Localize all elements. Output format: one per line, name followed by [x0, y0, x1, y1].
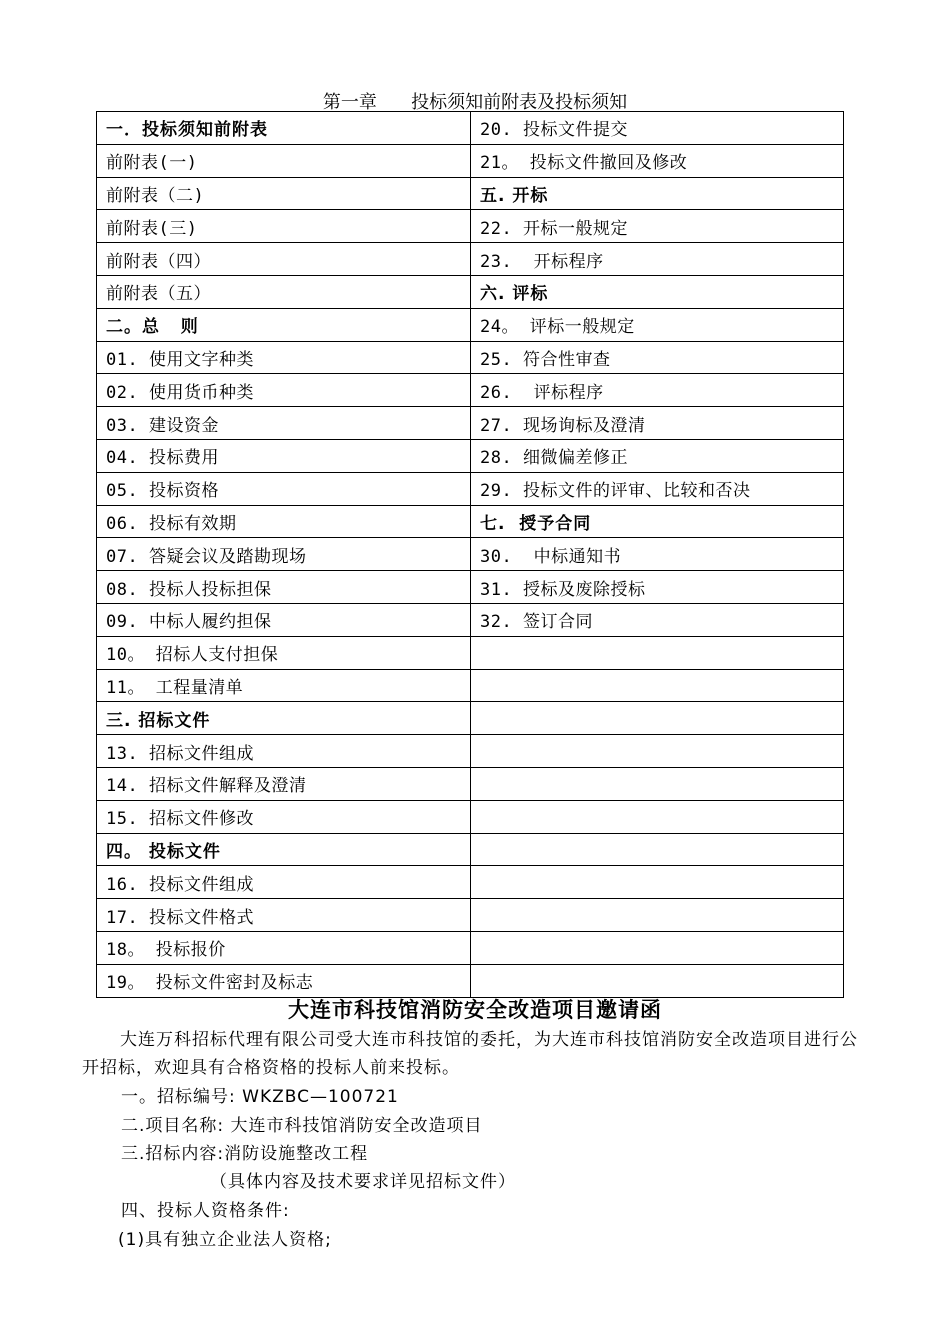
- toc-cell-left: 08. 投标人投标担保: [97, 571, 471, 604]
- toc-cell-left: 02. 使用货币种类: [97, 374, 471, 407]
- toc-row: [97, 341, 844, 374]
- toc-row: [97, 800, 844, 833]
- bidder-qualifications: 四、投标人资格条件:: [121, 1201, 290, 1221]
- toc-row: [97, 603, 844, 636]
- toc-cell-left: 三. 招标文件: [97, 702, 471, 735]
- toc-cell-right: [471, 669, 844, 702]
- toc-cell-left: 11。 工程量清单: [97, 669, 471, 702]
- invitation-title: 大连市科技馆消防安全改造项目邀请函: [288, 998, 662, 1022]
- toc-cell-left: 17. 投标文件格式: [97, 899, 471, 932]
- toc-row: [97, 538, 844, 571]
- toc-cell-left: 05. 投标资格: [97, 472, 471, 505]
- toc-row: [97, 833, 844, 866]
- toc-row: [97, 177, 844, 210]
- toc-cell-right: 24。 评标一般规定: [471, 308, 844, 341]
- toc-cell-right: 23. 开标程序: [471, 243, 844, 276]
- toc-cell-right: 28. 细微偏差修正: [471, 439, 844, 472]
- toc-cell-left: 01. 使用文字种类: [97, 341, 471, 374]
- toc-row: [97, 767, 844, 800]
- toc-cell-left: 13. 招标文件组成: [97, 735, 471, 768]
- toc-row: [97, 571, 844, 604]
- toc-cell-right: [471, 636, 844, 669]
- toc-cell-left: 19。 投标文件密封及标志: [97, 964, 471, 997]
- toc-row: [97, 308, 844, 341]
- toc-cell-left: 16. 投标文件组成: [97, 866, 471, 899]
- toc-row: [97, 636, 844, 669]
- toc-cell-left: 14. 招标文件解释及澄清: [97, 767, 471, 800]
- toc-cell-right: 六. 评标: [471, 275, 844, 308]
- toc-cell-left: 06. 投标有效期: [97, 505, 471, 538]
- toc-cell-left: 前附表（五）: [97, 275, 471, 308]
- toc-row: [97, 866, 844, 899]
- toc-cell-left: 二。总 则: [97, 308, 471, 341]
- toc-table: [96, 111, 844, 998]
- invitation-intro: 大连万科招标代理有限公司受大连市科技馆的委托，为大连市科技馆消防安全改造项目进行公开招标，欢迎具有合格资格的投标人前来投标。: [82, 1030, 858, 1078]
- tender-content: 三.招标内容:消防设施整改工程: [121, 1144, 369, 1164]
- toc-cell-right: 25. 符合性审查: [471, 341, 844, 374]
- tender-number: 一。招标编号: WKZBC—100721: [121, 1087, 399, 1107]
- toc-cell-left: 07. 答疑会议及踏勘现场: [97, 538, 471, 571]
- toc-cell-left: 前附表（四）: [97, 243, 471, 276]
- toc-row: [97, 669, 844, 702]
- toc-row: [97, 112, 844, 145]
- toc-cell-left: 四。 投标文件: [97, 833, 471, 866]
- toc-cell-right: 31. 授标及废除授标: [471, 571, 844, 604]
- chapter-title: 第一章 投标须知前附表及投标须知: [322, 92, 628, 113]
- toc-cell-left: 03. 建设资金: [97, 407, 471, 440]
- toc-row: [97, 702, 844, 735]
- toc-cell-right: 20. 投标文件提交: [471, 112, 844, 145]
- toc-cell-right: 21。 投标文件撤回及修改: [471, 144, 844, 177]
- toc-cell-left: 04. 投标费用: [97, 439, 471, 472]
- toc-cell-right: [471, 833, 844, 866]
- toc-cell-right: 22. 开标一般规定: [471, 210, 844, 243]
- toc-cell-right: [471, 931, 844, 964]
- toc-cell-left: 10。 招标人支付担保: [97, 636, 471, 669]
- toc-row: [97, 899, 844, 932]
- toc-cell-right: [471, 800, 844, 833]
- toc-row: [97, 964, 844, 997]
- toc-cell-right: [471, 866, 844, 899]
- toc-cell-left: 18。 投标报价: [97, 931, 471, 964]
- toc-cell-right: 30. 中标通知书: [471, 538, 844, 571]
- toc-row: [97, 735, 844, 768]
- toc-row: [97, 439, 844, 472]
- toc-cell-left: 09. 中标人履约担保: [97, 603, 471, 636]
- toc-row: [97, 210, 844, 243]
- toc-cell-right: 29. 投标文件的评审、比较和否决: [471, 472, 844, 505]
- toc-body: [97, 112, 844, 998]
- toc-cell-left: 一．投标须知前附表: [97, 112, 471, 145]
- toc-cell-right: [471, 964, 844, 997]
- toc-cell-right: 32. 签订合同: [471, 603, 844, 636]
- toc-cell-left: 前附表（二): [97, 177, 471, 210]
- toc-cell-left: 15. 招标文件修改: [97, 800, 471, 833]
- toc-row: [97, 472, 844, 505]
- toc-row: [97, 407, 844, 440]
- toc-cell-right: 26. 评标程序: [471, 374, 844, 407]
- toc-row: [97, 275, 844, 308]
- toc-cell-right: 五. 开标: [471, 177, 844, 210]
- toc-row: [97, 243, 844, 276]
- project-name: 二.项目名称: 大连市科技馆消防安全改造项目: [121, 1116, 483, 1136]
- toc-row: [97, 374, 844, 407]
- toc-cell-left: 前附表(三): [97, 210, 471, 243]
- toc-cell-right: [471, 735, 844, 768]
- toc-row: [97, 505, 844, 538]
- toc-row: [97, 144, 844, 177]
- toc-row: [97, 931, 844, 964]
- toc-cell-left: 前附表(一): [97, 144, 471, 177]
- tender-content-note: （具体内容及技术要求详见招标文件）: [210, 1172, 516, 1192]
- toc-cell-right: [471, 767, 844, 800]
- qualification-1: (1)具有独立企业法人资格;: [118, 1230, 332, 1250]
- toc-cell-right: [471, 899, 844, 932]
- toc-cell-right: 七. 授予合同: [471, 505, 844, 538]
- toc-cell-right: [471, 702, 844, 735]
- toc-cell-right: 27. 现场询标及澄清: [471, 407, 844, 440]
